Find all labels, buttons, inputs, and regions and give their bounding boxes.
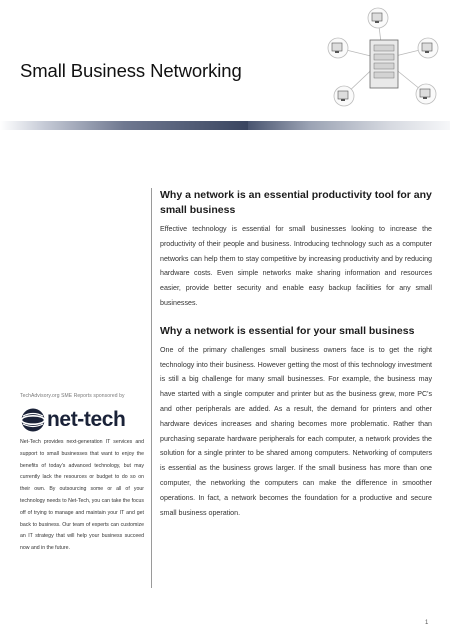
title-rule-dark (0, 121, 248, 130)
sponsor-caption: TechAdvisory.org SME Reports sponsored by (20, 393, 125, 399)
computer-icon (418, 38, 438, 58)
sponsor-blurb: Net-Tech provides next-generation IT services and support to small businesses that want to enjoy the benefits of today's advanced technology, but may currently lack the resources or budget to do so on their own. By outsourcing some or all of your technology needs to Net-Tech, you can take the focus off of trying to manage and maintain your IT and get back to business. Our team of experts can customize an IT strategy that will help your business succeed now and in the future. (20, 439, 144, 552)
page-number: 1 (425, 620, 429, 626)
section-heading: Why a network is an essential productivity tool for any small business (160, 189, 432, 216)
sidebar-divider (151, 188, 152, 588)
section-productivity (160, 188, 432, 311)
title-rule-light (248, 121, 450, 130)
server-icon (370, 40, 398, 88)
computer-icon (368, 8, 388, 28)
section-body: Effective technology is essential for small businesses looking to increase the productivity of their people and business. Introducing technology such as a computer networks can help them to stay competitive by increasing productivity and by reducing hardware costs. Even simple networks make sharing information and resources easier, provide better security and enable easy backup facilities for any small businesses. (160, 225, 432, 307)
title-rule (0, 121, 450, 130)
computer-icon (416, 84, 436, 104)
computer-icon (334, 86, 354, 106)
network-diagram-graphic (318, 4, 448, 116)
logo-text: net-tech (47, 408, 126, 431)
net-tech-logo (20, 407, 145, 435)
net-tech-globe-icon (20, 407, 46, 433)
computer-icon (328, 38, 348, 58)
page-title: Small Business Networking (20, 60, 242, 81)
section-heading: Why a network is essential for your small business (160, 324, 415, 337)
main-content (160, 188, 432, 520)
section-body: One of the primary challenges small business owners face is to get the right technology into their business. However getting the most of this technology investment is still a big challenge for many small businesses. For example, the business may have started with a single computer and printer but as the business grew, more PC's and other peripherals are added. As a result, the demand for printers and other hardware devices increases and sharing becomes more problematic. Rather than purchasing separate hardware peripherals for each computer, a network provides the solution for a single printer to be shared among computers. Networking of computers is essential as the business grows larger. If the small business has more than one computer, the networking the computers can make the difference in smoother operations. In fact, a network becomes the foundation for a productive and secure small business operation. (160, 345, 432, 517)
section-essential (160, 324, 432, 521)
